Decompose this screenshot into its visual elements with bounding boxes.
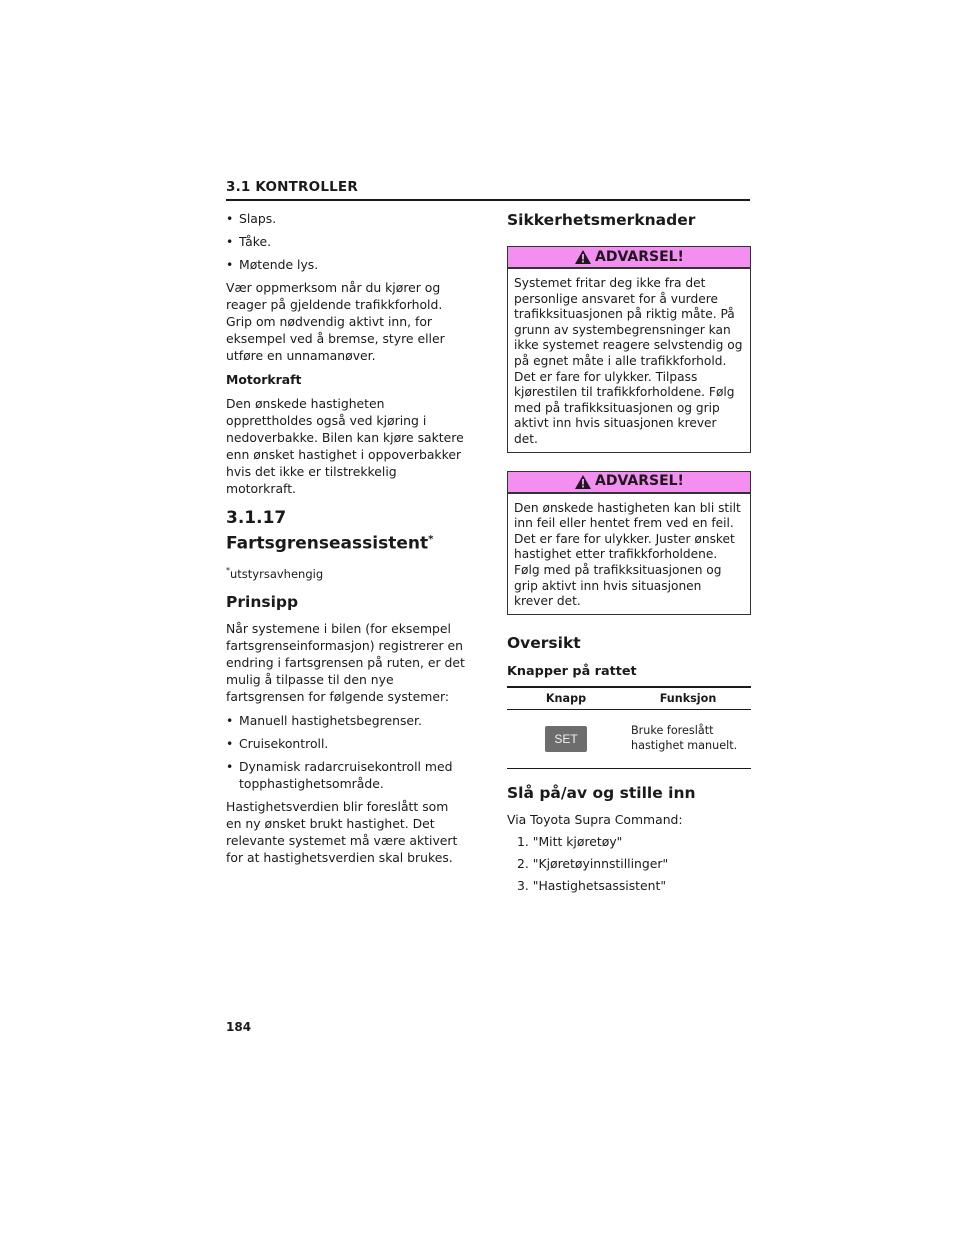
warning-text: Den ønskede hastigheten kan bli stilt inn feil eller hentet frem ved en feil. Det er fare for ulykker. Juster ønsket hastighet etter trafikkforholdene. Følg med på trafikksituasjonen og grip aktivt inn hvis situasjonen krever det.	[514, 500, 741, 609]
section-title: 3.1 KONTROLLER	[226, 179, 358, 195]
warning-header	[508, 472, 750, 494]
table-header-funksjon: Funksjon	[625, 687, 751, 710]
list-item: 1. "Mitt kjøretøy"	[517, 833, 623, 849]
prinsipp-heading: Prinsipp	[226, 593, 299, 612]
paragraph: Vær oppmerksom når du kjører og reager på gjeldende trafikkforhold. Grip om nødvendig aktivt inn, for eksempel ved å bremse, styre eller utføre en unnamanøver.	[226, 280, 445, 363]
motorkraft-heading: Motorkraft	[226, 372, 302, 387]
list-item: 2. "Kjøretøyinnstillinger"	[517, 855, 669, 871]
section-rule	[226, 199, 750, 201]
knapper-heading: Knapper på rattet	[507, 663, 637, 679]
page-number: 184	[226, 1020, 252, 1034]
warning-title: ADVARSEL!	[595, 248, 684, 265]
right-column	[507, 210, 751, 899]
set-button-icon: SET	[545, 726, 587, 752]
table-cell-function: Bruke foreslått hastighet manuelt.	[625, 709, 751, 768]
list-item: • Cruisekontroll.	[226, 736, 329, 752]
warning-header	[508, 247, 750, 269]
warning-title: ADVARSEL!	[595, 473, 684, 490]
oversikt-heading: Oversikt	[507, 633, 581, 652]
buttons-table	[507, 686, 751, 769]
warning-box	[507, 471, 751, 615]
table-header-knapp: Knapp	[507, 687, 625, 710]
list-item: • Møtende lys.	[226, 257, 319, 272]
sla-heading: Slå på/av og stille inn	[507, 783, 696, 802]
table-row	[507, 709, 751, 768]
warning-triangle-icon	[574, 249, 592, 265]
paragraph: Hastighetsverdien blir foreslått som en ny ønsket brukt hastighet. Det relevante systemet må være aktivert for at hastighetsverdien skal brukes.	[226, 799, 458, 866]
left-column	[226, 210, 466, 873]
warning-box	[507, 246, 751, 453]
warning-triangle-icon	[574, 474, 592, 490]
section-header	[226, 179, 750, 201]
paragraph: Den ønskede hastigheten opprettholdes også ved kjøring i nedoverbakke. Bilen kan kjøre saktere enn ønsket hastighet i oppoverbakker hvis det ikke er tilstrekkelig motorkraft.	[226, 396, 464, 496]
chapter-title: 3.1.17 Fartsgrenseassistent*	[226, 508, 434, 554]
list-item: • Manuell hastighetsbegrenser.	[226, 713, 422, 729]
equipment-note: *utstyrsavhengig	[226, 565, 324, 581]
paragraph: Når systemene i bilen (for eksempel fartsgrenseinformasjon) registrerer en endring i fartsgrensen på ruten, er det mulig å tilpasse til den nye fartsgrensen for følgende systemer:	[226, 621, 465, 705]
warning-text: Systemet fritar deg ikke fra det personlige ansvaret for å vurdere trafikksituasjonen på riktig måte. På grunn av systembegrensninger kan ikke systemet reagere selvstendig og på egnet måte i alle trafikkforhold. Det er fare for ulykker. Tilpass kjørestilen til trafikkforholdene. Følg med på trafikksituasjonen og grip aktivt inn hvis situasjonen krever det.	[514, 276, 743, 446]
safety-heading: Sikkerhetsmerknader	[507, 211, 696, 229]
list-item: • Tåke.	[226, 234, 272, 249]
table-cell-button	[507, 709, 625, 768]
list-item: • Slaps.	[226, 211, 277, 226]
list-item: 3. "Hastighetsassistent"	[517, 877, 667, 893]
via-text: Via Toyota Supra Command:	[507, 811, 683, 827]
list-item: • Dynamisk radarcruisekontroll med topphastighetsområde.	[226, 759, 453, 792]
